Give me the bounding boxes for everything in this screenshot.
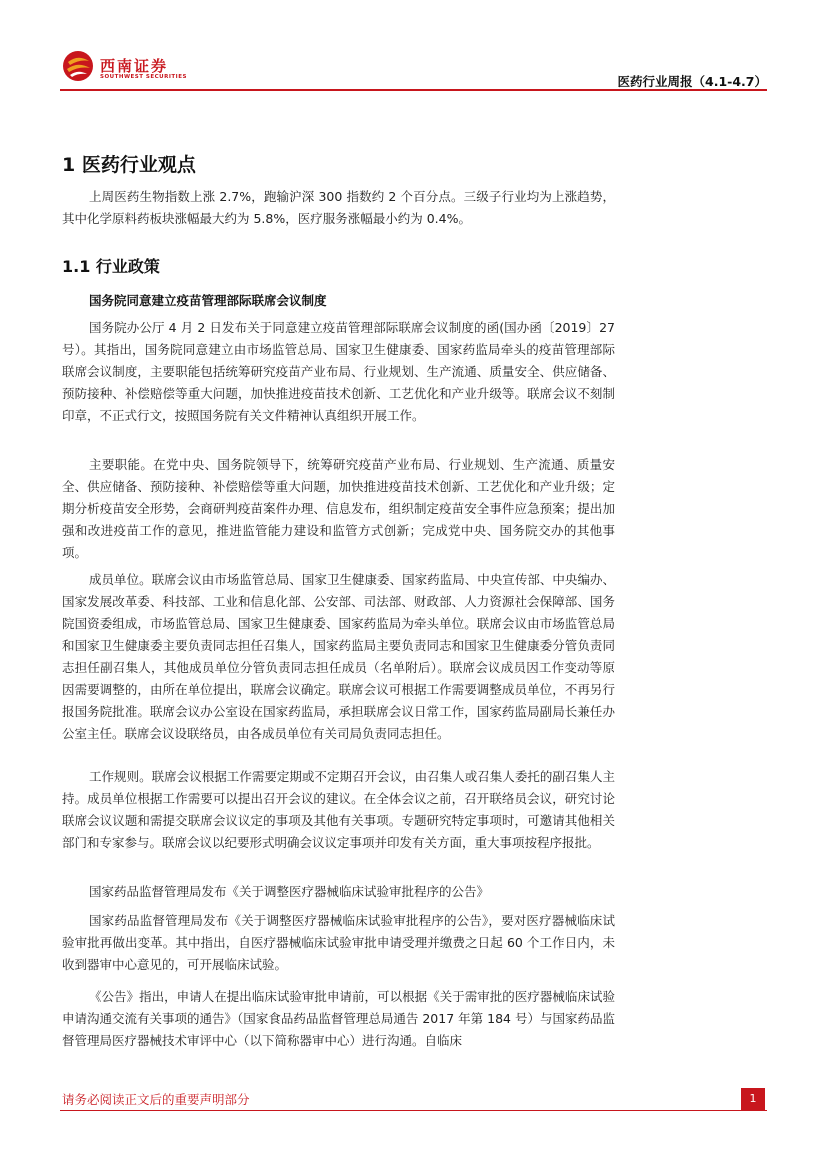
footer-disclaimer: 请务必阅读正文后的重要声明部分 bbox=[62, 1092, 250, 1107]
footer-divider bbox=[60, 1110, 767, 1111]
policy-paragraph-6: 《公告》指出，申请人在提出临床试验审批申请前，可以根据《关于需审批的医疗器械临床试验申请沟通交流有关事项的通告》（国家食品药品监督管理总局通告 2017 年第 184 号）与国家药品监督管理局医疗器械技术审评中心（以下简称器审中心）进行沟通。自临床 bbox=[62, 989, 615, 1048]
section-heading-1-1: 1.1 行业政策 bbox=[62, 257, 160, 276]
company-logo bbox=[62, 50, 212, 82]
policy-paragraph-5: 国家药品监督管理局发布《关于调整医疗器械临床试验审批程序的公告》，要对医疗器械临床试验审批再做出变革。其中指出，自医疗器械临床试验审批申请受理并缴费之日起 60 个工作日内，未收到器审中心意见的，可开展临床试验。 bbox=[62, 913, 615, 972]
logo-emblem-icon bbox=[62, 50, 96, 82]
page-number: 1 bbox=[741, 1088, 765, 1110]
policy-paragraph-3: 成员单位。联席会议由市场监管总局、国家卫生健康委、国家药监局、中央宣传部、中央编办、国家发展改革委、科技部、工业和信息化部、公安部、司法部、财政部、人力资源社会保障部、国务院国资委组成，市场监管总局、国家卫生健康委、国家药监局为牵头单位。联席会议由市场监管总局和国家卫生健康委主要负责同志担任召集人，国家药监局主要负责同志和国家卫生健康委分管负责同志担任副召集人，其他成员单位分管负责同志担任成员（名单附后）。联席会议成员因工作变动等原因需要调整的，由所在单位提出，联席会议确定。联席会议可根据工作需要调整成员单位，不再另行报国务院批准。联席会议办公室设在国家药监局，承担联席会议日常工作，国家药监局副局长兼任办公室主任。联席会议设联络员，由各成员单位有关司局负责同志担任。 bbox=[62, 572, 615, 741]
policy-paragraph-1: 国务院办公厅 4 月 2 日发布关于同意建立疫苗管理部际联席会议制度的函(国办函〔2019〕27 号）。其指出，国务院同意建立由市场监管总局、国家卫生健康委、国家药监局牵头的疫苗管理部际联席会议制度，主要职能包括统筹研究疫苗产业布局、行业规划、生产流通、质量安全、供应储备、预防接种、补偿赔偿等重大问题，加快推进疫苗技术创新、工艺优化和产业升级等。联席会议不刻制印章，不正式行文，按照国务院有关文件精神认真组织开展工作。 bbox=[62, 320, 615, 423]
section-heading-1: 1 医药行业观点 bbox=[62, 154, 196, 176]
logo-text-cn: 西南证券 bbox=[100, 57, 169, 75]
report-title: 医药行业周报（4.1-4.7） bbox=[617, 74, 767, 89]
policy-paragraph-2: 主要职能。在党中央、国务院领导下，统筹研究疫苗产业布局、行业规划、生产流通、质量安全、供应储备、预防接种、补偿赔偿等重大问题，加快推进疫苗技术创新、工艺优化和产业升级；定期分析疫苗安全形势，会商研判疫苗案件办理、信息发布，组织制定疫苗安全事件应急预案；提出加强和改进疫苗工作的意见，推进监管能力建设和监管方式创新；完成党中央、国务院交办的其他事项。 bbox=[62, 457, 615, 560]
section-summary: 上周医药生物指数上涨 2.7%，跑输沪深 300 指数约 2 个百分点。三级子行业均为上涨趋势，其中化学原料药板块涨幅最大约为 5.8%，医疗服务涨幅最小约为 0.4%。 bbox=[62, 189, 615, 226]
logo-text-en: SOUTHWEST SECURITIES bbox=[100, 74, 187, 80]
header-divider bbox=[60, 89, 767, 91]
policy-subheading-2: 国家药品监督管理局发布《关于调整医疗器械临床试验审批程序的公告》 bbox=[89, 884, 490, 899]
policy-paragraph-4: 工作规则。联席会议根据工作需要定期或不定期召开会议，由召集人或召集人委托的副召集人主持。成员单位根据工作需要可以提出召开会议的建议。在全体会议之前，召开联络员会议，研究讨论联席会议议题和需提交联席会议议定的事项及其他有关事项。专题研究特定事项时，可邀请其他相关部门和专家参与。联席会议以纪要形式明确会议议定事项并印发有关方面，重大事项按程序报批。 bbox=[62, 769, 615, 850]
policy-subheading: 国务院同意建立疫苗管理部际联席会议制度 bbox=[89, 293, 327, 308]
